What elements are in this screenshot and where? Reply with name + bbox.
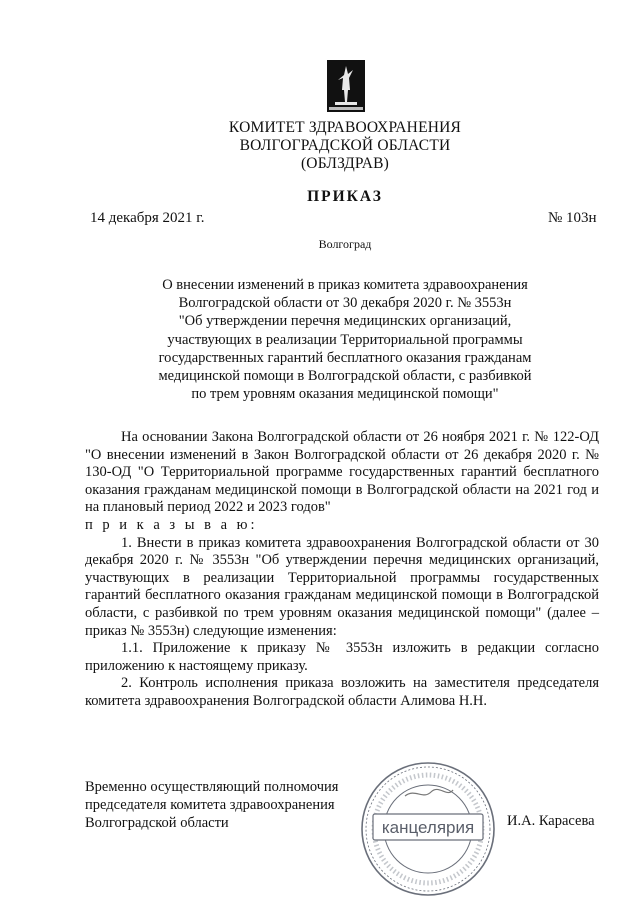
item-1-1-paragraph: 1.1. Приложение к приказу № 3553н изложить в редакции согласно приложению к настоящему приказу. [85,640,599,674]
subject-line: государственных гарантий бесплатного оказания гражданам [158,349,532,366]
subject-line: О внесении изменений в приказ комитета здравоохранения [162,277,528,293]
signer-name: И.А. Карасева [507,813,595,829]
subject-line: "Об утверждении перечня медицинских организаций, [178,313,512,330]
subject-line: участвующих в реализации Территориальной программы [167,331,523,348]
document-subject [120,276,570,403]
office-stamp [357,758,499,900]
org-name-line2: ВОЛГОГРАДСКОЙ ОБЛАСТИ [239,137,451,154]
signature-position [85,778,365,832]
subject-line: Волгоградской области от 30 декабря 2020 г. № 3553н [178,295,512,312]
document-type-title: ПРИКАЗ [307,188,383,205]
order-word-text: п р и к а з ы в а ю: [85,516,258,533]
signature-position-line: Временно осуществляющий полномочия [85,779,339,795]
stamp-seal [357,758,499,900]
order-word [85,517,599,535]
document-city: Волгоград [318,237,372,251]
volgograd-emblem-icon [327,60,365,112]
document-date: 14 декабря 2021 г. [90,210,205,226]
document-number: № 103н [548,210,597,226]
preamble-paragraph: На основании Закона Волгоградской области от 26 ноября 2021 г. № 122-ОД "О внесении изменений в Закон Волгоградской области от 26 декабря 2020 г. № 130-ОД "О Территориальной программе государственных гарантий бесплатного оказания гражданам медицинской помощи в Волгоградской области на 2021 год и на плановый период 2022 и 2023 годов" [85,429,599,516]
item-1-paragraph: 1. Внести в приказ комитета здравоохранения Волгоградской области от 30 декабря 2020 г. № 3553н "Об утверждении перечня медицинских организаций, участвующих в реализации Территориальной программы государственных гарантий бесплатного оказания гражданам медицинской помощи в Волгоградской области, с разбивкой по трем уровням оказания медицинской помощи" (далее – приказ № 3553н) следующие изменения: [85,534,599,639]
subject-line: по трем уровням оказания медицинской помощи" [191,386,499,403]
signature-position-line: Волгоградской области [85,815,229,831]
item-2-paragraph: 2. Контроль исполнения приказа возложить на заместителя председателя комитета здравоохранения Волгоградской области Алимова Н.Н. [85,675,599,709]
signature-position-line: председателя комитета здравоохранения [85,797,335,813]
stamp-text: канцелярия [381,818,475,837]
org-name-line3: (ОБЛЗДРАВ) [300,155,390,172]
document-body [85,429,599,711]
org-name-line1: КОМИТЕТ ЗДРАВООХРАНЕНИЯ [228,119,462,136]
subject-line: медицинской помощи в Волгоградской области, с разбивкой [158,368,532,385]
